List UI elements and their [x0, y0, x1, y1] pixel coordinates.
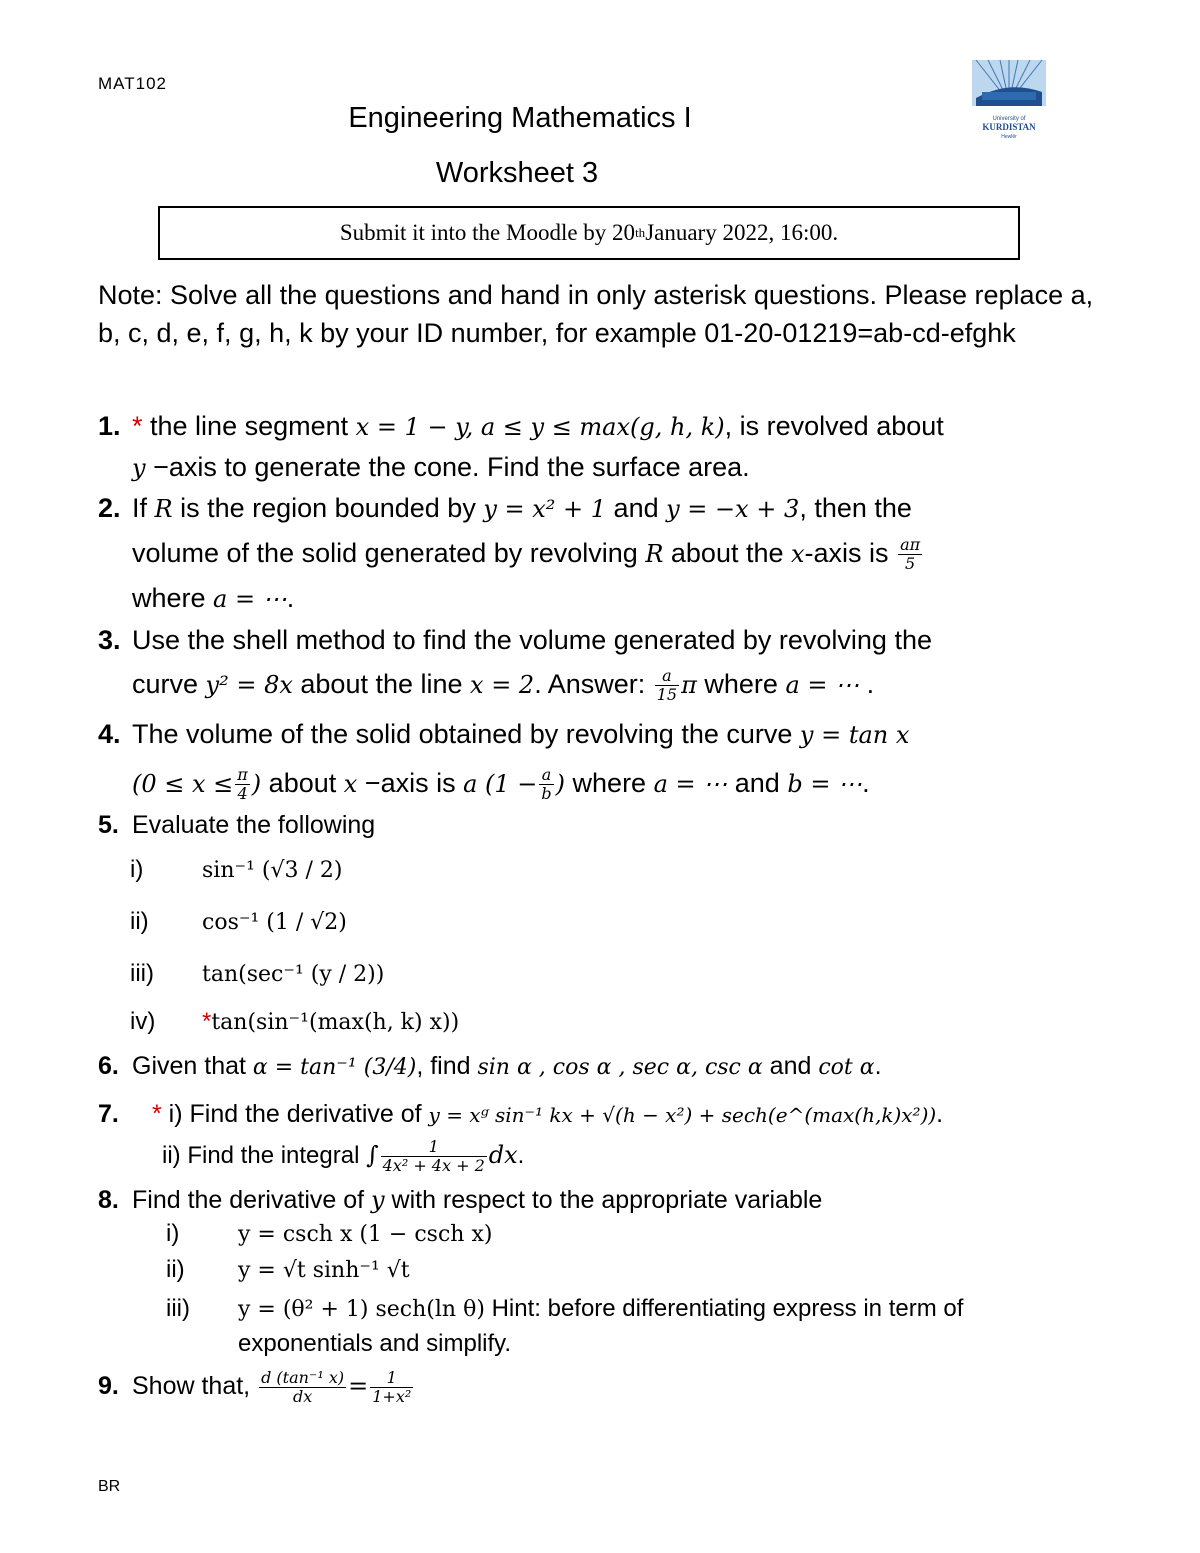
q6-text: Given that: [132, 1052, 253, 1080]
q1-text: the line segment: [142, 411, 356, 441]
item-label: iii): [166, 1295, 190, 1322]
q5-text: Evaluate the following: [132, 811, 376, 839]
q3-text-c: about the line: [292, 669, 471, 699]
question-number: 4.: [98, 719, 121, 749]
q9-text: Show that,: [132, 1372, 258, 1400]
submit-date: January 2022, 16:00.: [645, 220, 839, 245]
course-code: MAT102: [98, 74, 167, 93]
fraction-numerator: π: [237, 765, 248, 785]
q1-text-c: −axis to generate the cone. Find the surface area.: [145, 452, 750, 482]
question-7: [98, 1094, 1118, 1135]
document-subtitle: Worksheet 3: [435, 157, 599, 189]
question-number: 5.: [98, 811, 119, 839]
q8-math: y: [371, 1186, 385, 1214]
submission-deadline-box: [158, 206, 1020, 260]
q2-text-i: .: [286, 583, 295, 613]
q9-math: =: [348, 1372, 369, 1400]
q6-math-c: cot α: [818, 1055, 875, 1080]
svg-text:Hewlêr: Hewlêr: [1001, 134, 1017, 140]
fraction-denominator: 5: [905, 554, 916, 574]
question-number: 2.: [98, 493, 121, 523]
q3-math-d: a = ⋯: [785, 671, 860, 699]
question-2: [98, 486, 1118, 621]
q5-item: [130, 856, 343, 884]
item-label: iii): [130, 960, 154, 987]
q7-math: y = xᵍ sin⁻¹ kx + √(h − x²) + sech(e^(max(h,k)x²)): [428, 1103, 937, 1127]
question-number: 6.: [98, 1052, 119, 1080]
asterisk: *: [132, 411, 143, 441]
q4-text-d: where: [565, 768, 654, 798]
q3-fraction: [655, 667, 679, 704]
item-expression: tan(sin⁻¹(max(h, k) x)): [211, 1010, 460, 1035]
submit-text: Submit it into the Moodle by 20: [339, 220, 636, 245]
q6-math: α = tan⁻¹ (3/4): [252, 1055, 417, 1080]
q1-text-b: , is revolved about: [724, 411, 944, 441]
q8-item: [166, 1220, 492, 1248]
item-label: i): [130, 856, 144, 883]
question-5: [98, 808, 1118, 842]
q7-fraction: [381, 1138, 487, 1175]
question-number: 1.: [98, 411, 121, 441]
asterisk: *: [202, 1008, 212, 1035]
q4-math-e: a (1 −: [463, 770, 538, 798]
q9-fraction-2: [370, 1369, 413, 1406]
item-expression: cos⁻¹ (1 / √2): [202, 910, 347, 935]
item-label: i): [166, 1220, 180, 1247]
question-8: [98, 1180, 1118, 1220]
fraction-numerator: a: [539, 766, 553, 785]
q6-text-b: , find: [416, 1052, 478, 1080]
q7-text-b: .: [936, 1100, 944, 1128]
asterisk: *: [152, 1100, 162, 1128]
q3-text: Use the shell method to find the volume generated by revolving the: [132, 625, 932, 655]
q3-text-f: .: [859, 669, 875, 699]
fraction-numerator: a: [655, 667, 679, 686]
item-expression: y = √t sinh⁻¹ √t: [238, 1258, 410, 1283]
item-hint: Hint: before differentiating express in term of: [484, 1295, 964, 1322]
q4-math-d: x: [343, 770, 358, 798]
q2-text-c: and: [606, 493, 667, 523]
svg-text:KURDISTAN: KURDISTAN: [982, 122, 1036, 132]
q4-text: The volume of the solid obtained by revolving the curve: [132, 719, 800, 749]
fraction-denominator: b: [541, 784, 552, 804]
item-hint-2: exponentials and simplify.: [238, 1330, 512, 1357]
question-number: 7.: [98, 1100, 119, 1128]
q2-text-f: about the: [663, 538, 791, 568]
svg-text:University of: University of: [992, 116, 1026, 122]
q4-math-h: b = ⋯: [787, 770, 863, 798]
fraction-numerator: d (tan⁻¹ x): [261, 1367, 345, 1387]
item-label: ii): [166, 1256, 185, 1283]
q7-math-b: ∫: [366, 1140, 379, 1169]
q7-text-d: .: [517, 1141, 525, 1169]
q1-math-b: y: [132, 454, 146, 482]
q4-text-f: .: [862, 768, 870, 798]
q2-text-b: is the region bounded by: [172, 493, 484, 523]
q8-text: Find the derivative of: [132, 1186, 372, 1214]
fraction-denominator: 15: [656, 685, 678, 705]
q8-item: [166, 1292, 1086, 1361]
q3-math-b: x = 2: [470, 671, 535, 699]
fraction-denominator: 1+x²: [372, 1386, 412, 1406]
question-number: 8.: [98, 1186, 119, 1214]
question-4: [98, 710, 1118, 808]
q7-text-c: ii) Find the integral: [162, 1141, 367, 1169]
q5-item: [130, 908, 347, 936]
item-label: ii): [130, 908, 149, 935]
question-6: [98, 1046, 1118, 1088]
q2-text-g: -axis is: [804, 538, 897, 568]
document-title: Engineering Mathematics I: [348, 102, 692, 134]
q3-math: y² = 8x: [205, 671, 293, 699]
q9-fraction: [259, 1369, 346, 1406]
q2-math-c: y = −x + 3: [666, 495, 800, 523]
item-label: iv): [130, 1008, 156, 1035]
fraction-numerator: 1: [370, 1369, 413, 1388]
q2-math-f: a = ⋯: [213, 585, 287, 613]
q2-math-e: x: [791, 540, 805, 568]
q1-math: x = 1 − y, a ≤ y ≤ max(g, h, k): [355, 413, 725, 441]
q5-item: [130, 1008, 459, 1036]
q2-fraction: [898, 536, 922, 573]
q4-math-b: (0 ≤ x ≤: [132, 770, 234, 798]
q6-text-d: .: [874, 1052, 882, 1080]
question-number: 3.: [98, 625, 121, 655]
q6-text-c: and: [762, 1052, 819, 1080]
fraction-denominator: dx: [292, 1386, 313, 1406]
question-7-part-2: [162, 1138, 524, 1175]
q4-fraction: [235, 766, 250, 803]
q4-math-c: ): [251, 770, 262, 798]
q2-math: R: [154, 495, 173, 523]
q4-text-e: and: [727, 768, 788, 798]
q3-text-e: where: [696, 669, 786, 699]
q6-math-b: sin α , cos α , sec α, csc α: [477, 1055, 763, 1080]
q7-text: i) Find the derivative of: [161, 1100, 429, 1128]
q3-text-d: . Answer:: [534, 669, 653, 699]
university-logo: [968, 52, 1050, 152]
q2-math-d: R: [645, 540, 664, 568]
q5-item: [130, 960, 384, 988]
q2-text-h: where: [132, 583, 214, 613]
question-3: [98, 618, 1118, 707]
q4-fraction-2: [539, 766, 553, 803]
fraction-numerator: 1: [381, 1138, 487, 1157]
q2-text: If: [132, 493, 155, 523]
submit-sup: th: [635, 225, 646, 240]
fraction-numerator: aπ: [900, 535, 921, 555]
q4-math-g: a = ⋯: [653, 770, 728, 798]
q8-text-b: with respect to the appropriate variable: [384, 1186, 823, 1214]
q4-text-c: −axis is: [357, 768, 464, 798]
q4-math: y = tan x: [799, 721, 910, 749]
q4-text-b: about: [261, 768, 344, 798]
item-expression: sin⁻¹ (√3 / 2): [202, 858, 343, 883]
instructions-note: Note: Solve all the questions and hand in only asterisk questions. Please replace a, b, c, d, e, f, g, h, k by your ID number, for example 01-20-01219=ab-cd-efghk: [98, 280, 1094, 348]
question-1: [98, 406, 1118, 488]
q8-item: [166, 1256, 410, 1284]
item-expression: y = (θ² + 1) sech(ln θ): [238, 1297, 485, 1322]
q2-math-b: y = x² + 1: [483, 495, 607, 523]
item-expression: y = csch x (1 − csch x): [238, 1222, 493, 1247]
q3-text-b: curve: [132, 669, 206, 699]
question-9: [98, 1364, 1118, 1408]
question-number: 9.: [98, 1372, 119, 1400]
footer-initials: BR: [98, 1478, 121, 1495]
q7-math-c: dx: [488, 1140, 518, 1169]
fraction-denominator: 4x² + 4x + 2: [382, 1156, 485, 1175]
q2-text-d: , then the: [799, 493, 912, 523]
q2-text-e: volume of the solid generated by revolving: [132, 538, 646, 568]
item-expression: tan(sec⁻¹ (y / 2)): [202, 962, 385, 987]
q4-math-f: ): [555, 770, 566, 798]
q3-math-c: π: [681, 671, 697, 699]
fraction-denominator: 4: [237, 784, 248, 804]
